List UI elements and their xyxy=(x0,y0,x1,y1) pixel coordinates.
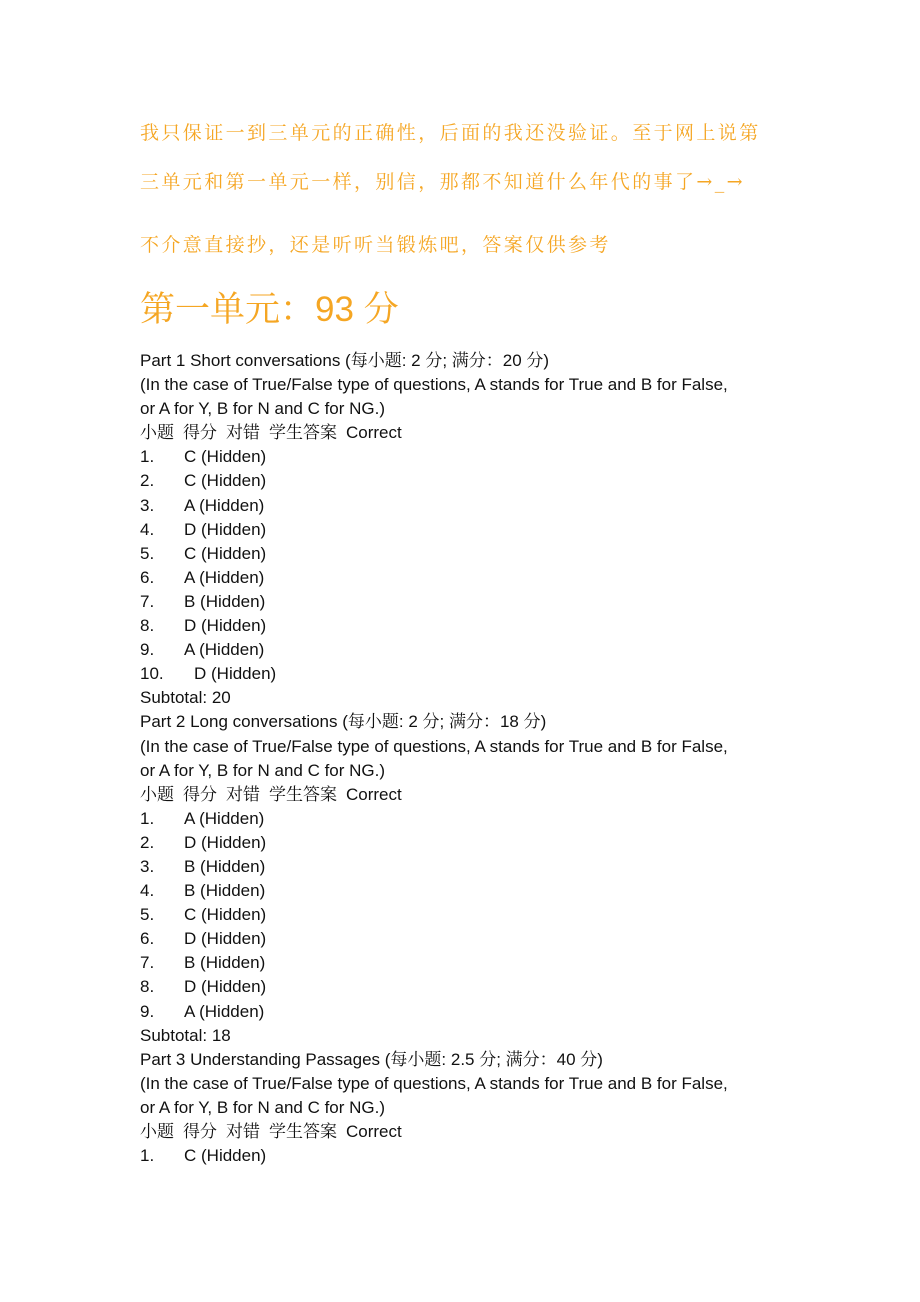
answer-value: D (Hidden) xyxy=(184,977,267,997)
answer-row xyxy=(140,566,840,590)
column-header: 得分 xyxy=(183,1122,217,1141)
answer-value: C (Hidden) xyxy=(184,1146,267,1166)
unit-title: 第一单元：93 分 xyxy=(140,290,399,329)
answer-row xyxy=(140,445,840,469)
part-section xyxy=(140,1048,840,1168)
answer-row xyxy=(140,879,840,903)
answer-row xyxy=(140,614,840,638)
intro-line-2: 三单元和第一单元一样，别信，那都不知道什么年代的事了→_→ xyxy=(140,171,745,193)
answer-row xyxy=(140,1144,840,1168)
column-header: 小题 xyxy=(140,1122,174,1141)
answer-row xyxy=(140,975,840,999)
column-header: 学生答案 xyxy=(269,1122,337,1141)
column-header: 对错 xyxy=(226,784,260,804)
column-header: 学生答案 xyxy=(269,423,337,443)
answer-value: B (Hidden) xyxy=(184,591,266,611)
question-number: 7. xyxy=(140,953,155,973)
column-header: 得分 xyxy=(183,784,217,804)
answer-row xyxy=(140,927,840,951)
question-number: 10. xyxy=(140,664,164,684)
subtotal: Subtotal: 20 xyxy=(140,688,231,708)
answer-row xyxy=(140,951,840,975)
answer-value: C (Hidden) xyxy=(184,447,267,467)
question-number: 8. xyxy=(140,977,155,997)
part-note-line-2: or A for Y, B for N and C for NG.) xyxy=(140,399,386,419)
question-number: 4. xyxy=(140,519,155,539)
answer-value: A (Hidden) xyxy=(184,495,265,515)
question-number: 4. xyxy=(140,881,155,901)
part-heading: Part 3 Understanding Passages (每小题: 2.5 分; 满分：40 分) xyxy=(140,1049,603,1069)
question-number: 2. xyxy=(140,471,155,491)
column-headers xyxy=(140,1120,840,1144)
answer-value: B (Hidden) xyxy=(184,881,266,901)
answer-value: D (Hidden) xyxy=(184,616,267,636)
subtotal: Subtotal: 18 xyxy=(140,1025,231,1045)
answer-row xyxy=(140,494,840,518)
intro-line-3: 不介意直接抄，还是听听当锻炼吧，答案仅供参考 xyxy=(140,234,611,256)
column-header: 小题 xyxy=(140,784,174,804)
answer-value: D (Hidden) xyxy=(184,929,267,949)
part-note-line-1: (In the case of True/False type of questions, A stands for True and B for False, xyxy=(140,375,728,395)
question-number: 2. xyxy=(140,832,155,852)
answer-value: D (Hidden) xyxy=(184,519,267,539)
column-header: 对错 xyxy=(226,1122,260,1141)
column-header: 学生答案 xyxy=(269,784,337,804)
column-header: Correct xyxy=(346,423,402,443)
part-note-line-1: (In the case of True/False type of questions, A stands for True and B for False, xyxy=(140,736,728,756)
question-number: 1. xyxy=(140,808,155,828)
question-number: 8. xyxy=(140,616,155,636)
answer-row xyxy=(140,542,840,566)
answer-row xyxy=(140,831,840,855)
answer-value: D (Hidden) xyxy=(194,664,277,684)
answer-sheet xyxy=(140,349,840,1168)
column-header: 得分 xyxy=(183,423,217,443)
question-number: 9. xyxy=(140,640,155,660)
intro-line-1: 我只保证一到三单元的正确性，后面的我还没验证。至于网上说第 xyxy=(140,122,761,144)
column-header: Correct xyxy=(346,1122,402,1141)
answer-row xyxy=(140,807,840,831)
column-headers xyxy=(140,783,840,807)
column-header: 对错 xyxy=(226,423,260,443)
question-number: 5. xyxy=(140,543,155,563)
answer-value: C (Hidden) xyxy=(184,905,267,925)
answer-value: C (Hidden) xyxy=(184,543,267,563)
answer-value: A (Hidden) xyxy=(184,808,265,828)
answer-row xyxy=(140,662,840,686)
answer-value: A (Hidden) xyxy=(184,640,265,660)
column-header: 小题 xyxy=(140,423,174,443)
answer-row xyxy=(140,590,840,614)
answer-row xyxy=(140,638,840,662)
part-note-line-1: (In the case of True/False type of questions, A stands for True and B for False, xyxy=(140,1073,728,1093)
question-number: 3. xyxy=(140,856,155,876)
answer-row xyxy=(140,1000,840,1024)
answer-value: C (Hidden) xyxy=(184,471,267,491)
answer-row xyxy=(140,855,840,879)
question-number: 5. xyxy=(140,905,155,925)
answer-value: A (Hidden) xyxy=(184,567,265,587)
question-number: 1. xyxy=(140,447,155,467)
answer-row xyxy=(140,469,840,493)
part-note-line-2: or A for Y, B for N and C for NG.) xyxy=(140,1097,386,1117)
question-number: 1. xyxy=(140,1146,155,1166)
part-section xyxy=(140,710,840,1047)
part-section xyxy=(140,349,840,710)
question-number: 6. xyxy=(140,567,155,587)
column-headers xyxy=(140,421,840,445)
column-header: Correct xyxy=(346,784,402,804)
answer-row xyxy=(140,903,840,927)
answer-row xyxy=(140,518,840,542)
question-number: 9. xyxy=(140,1001,155,1021)
answer-value: A (Hidden) xyxy=(184,1001,265,1021)
answer-value: B (Hidden) xyxy=(184,856,266,876)
question-number: 6. xyxy=(140,929,155,949)
part-note-line-2: or A for Y, B for N and C for NG.) xyxy=(140,760,386,780)
answer-value: D (Hidden) xyxy=(184,832,267,852)
part-heading: Part 1 Short conversations (每小题: 2 分; 满分：20 分) xyxy=(140,351,550,370)
question-number: 7. xyxy=(140,591,155,611)
part-heading: Part 2 Long conversations (每小题: 2 分; 满分：18 分) xyxy=(140,712,547,732)
answer-value: B (Hidden) xyxy=(184,953,266,973)
question-number: 3. xyxy=(140,495,155,515)
